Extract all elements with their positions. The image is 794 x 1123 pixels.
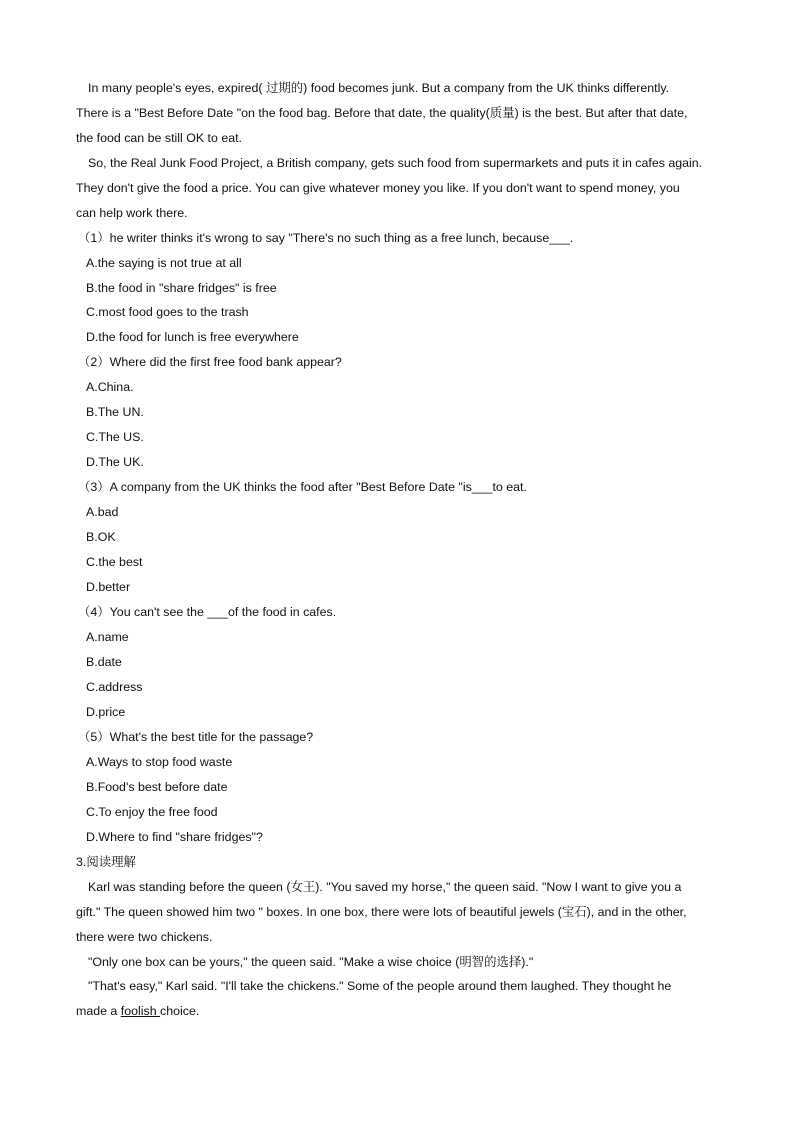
answer-option: B.Food's best before date: [86, 780, 228, 794]
passage-line: can help work there.: [76, 206, 188, 220]
passage-line-last: [76, 1003, 721, 1019]
answer-option: D.the food for lunch is free everywhere: [86, 330, 299, 344]
answer-option: C.address: [86, 680, 143, 694]
answer-option: B.OK: [86, 530, 116, 544]
answer-option: C.most food goes to the trash: [86, 305, 249, 319]
answer-option: A.China.: [86, 380, 134, 394]
answer-option: A.name: [86, 630, 129, 644]
answer-option: A.the saying is not true at all: [86, 256, 242, 270]
passage-line: In many people's eyes, expired( 过期的) food becomes junk. But a company from the UK thinks differently.: [88, 81, 670, 95]
answer-option: D.Where to find "share fridges"?: [86, 830, 263, 844]
text-prefix: made a: [76, 1004, 121, 1018]
text-suffix: choice.: [160, 1004, 200, 1018]
answer-option: D.The UK.: [86, 455, 144, 469]
question-stem: （4）You can't see the ___of the food in cafes.: [78, 605, 337, 619]
passage-line: There is a "Best Before Date "on the food bag. Before that date, the quality(质量) is the best. But after that date,: [76, 106, 688, 120]
answer-option: D.better: [86, 580, 131, 594]
passage-line: They don't give the food a price. You can give whatever money you like. If you don't want to spend money, you: [76, 181, 680, 195]
question-stem: （5）What's the best title for the passage?: [78, 730, 314, 744]
underlined-word: foolish: [120, 1004, 161, 1018]
passage-line: gift." The queen showed him two " boxes. In one box, there were lots of beautiful jewels (宝石), and in the other,: [76, 905, 687, 919]
answer-option: A.bad: [86, 505, 119, 519]
question-stem: （1）he writer thinks it's wrong to say "There's no such thing as a free lunch, because___.: [78, 231, 574, 245]
section-heading: 3.阅读理解: [76, 855, 136, 869]
answer-option: C.The US.: [86, 430, 144, 444]
passage-line: there were two chickens.: [76, 930, 213, 944]
answer-option: D.price: [86, 705, 126, 719]
passage-line: So, the Real Junk Food Project, a British company, gets such food from supermarkets and puts it in cafes again.: [88, 156, 703, 170]
answer-option: B.date: [86, 655, 122, 669]
answer-option: C.To enjoy the free food: [86, 805, 218, 819]
passage-line: "Only one box can be yours," the queen said. "Make a wise choice (明智的选择).": [88, 955, 534, 969]
answer-option: B.the food in "share fridges" is free: [86, 281, 277, 295]
passage-line: the food can be still OK to eat.: [76, 131, 242, 145]
answer-option: B.The UN.: [86, 405, 144, 419]
passage-line: Karl was standing before the queen (女王). "You saved my horse," the queen said. "Now I want to give you a: [88, 880, 682, 894]
question-stem: （3）A company from the UK thinks the food after "Best Before Date "is___to eat.: [78, 480, 527, 494]
answer-option: C.the best: [86, 555, 143, 569]
question-stem: （2）Where did the first free food bank appear?: [78, 355, 342, 369]
passage-line: "That's easy," Karl said. "I'll take the chickens." Some of the people around them laughed. They thought he: [88, 979, 672, 993]
answer-option: A.Ways to stop food waste: [86, 755, 233, 769]
